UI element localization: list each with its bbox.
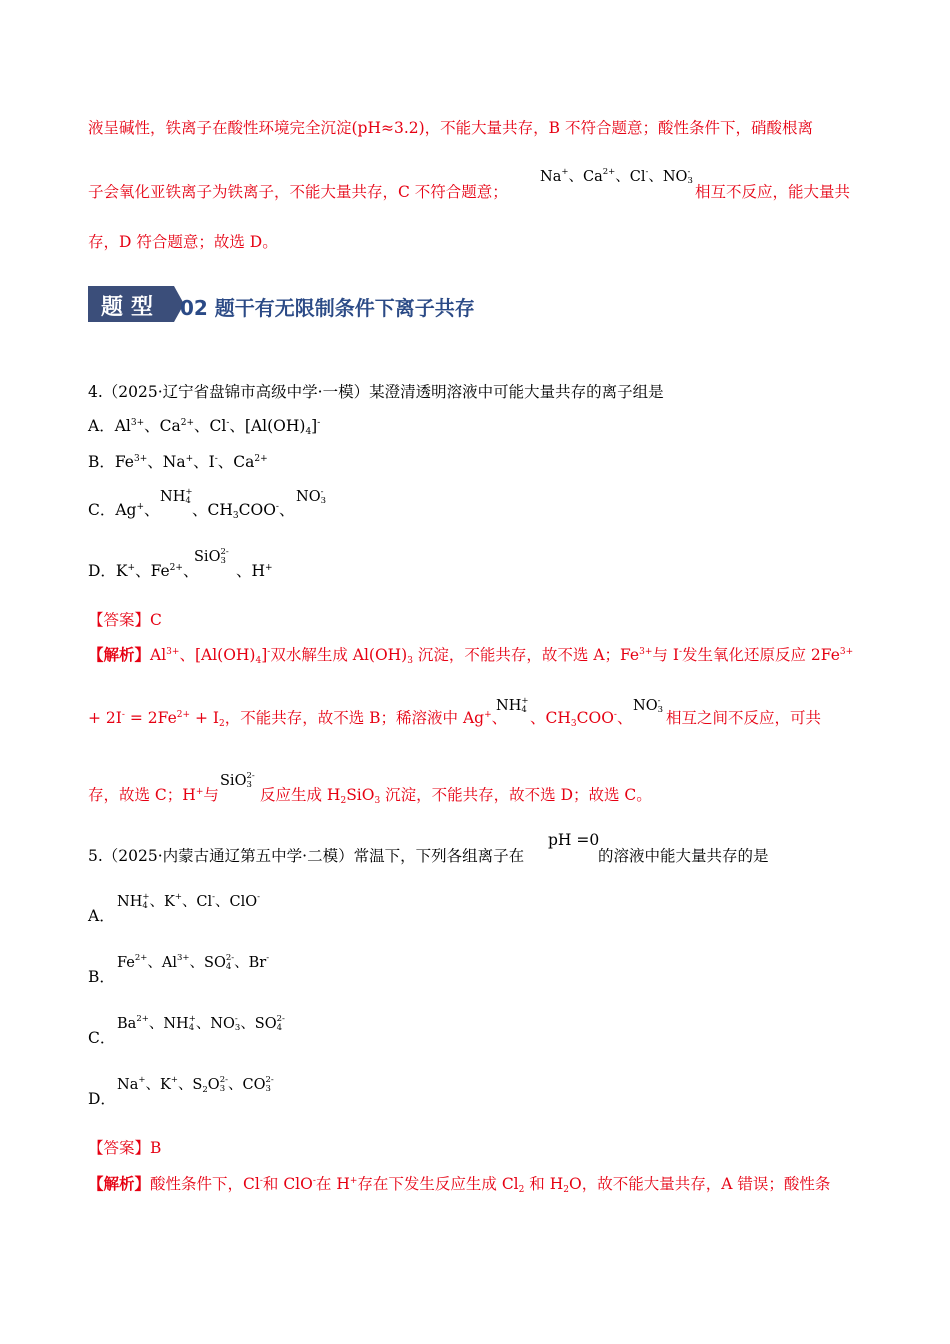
- ion-formula: NH + 4: [160, 487, 193, 506]
- option-c-rest: 、$CH_3COO^-$、: [192, 501, 295, 521]
- analysis-line: 相互之间不反应，可共: [666, 709, 822, 727]
- analysis-line: 液呈碱性，铁离子在酸性环境完全沉淀(pH≈3.2)，不能大量共存，B 不符合题意；酸性条件下，硝酸根离: [88, 119, 813, 137]
- analysis-line: 反应生成 $H_2SiO_3$ 沉淀，不能共存，故不选 D；故选 C。: [260, 786, 652, 806]
- ion-formula: NO - 3: [296, 487, 326, 506]
- section-tag: 题型: [88, 286, 174, 322]
- analysis-line: 【解析】酸性条件下，Cl-和 ClO-在 H+存在下发生反应生成 $Cl_2$ 和 $H_2O$，故不能大量共存，A 错误；酸性条: [88, 1174, 831, 1195]
- question-stem: 4.（2025·辽宁省盘锦市高级中学·一模）某澄清透明溶液中可能大量共存的离子组是: [88, 383, 664, 401]
- option-d-rest: 、H+: [236, 562, 273, 580]
- analysis-line: 存，故选 C；H+与: [88, 786, 219, 804]
- option-b: B．: [88, 968, 115, 986]
- ion-formula-group: $Ba^{2+}$、NH + 4 、NO - 3 、SO 2- 4: [117, 1014, 285, 1033]
- option-a: A．$Al^{3+}$、$Ca^{2+}$、Cl-、$[Al(OH)_4]^-$: [88, 417, 321, 437]
- answer-line: 【答案】C: [88, 611, 162, 629]
- analysis-line: 相互不反应，能大量共: [695, 183, 851, 201]
- analysis-line: + $2I^- = 2Fe^{2+} + I_2$，不能共存，故不选 B；稀溶液中 Ag+、: [88, 709, 508, 729]
- analysis-line: 子会氧化亚铁离子为铁离子，不能大量共存，C 不符合题意；: [88, 183, 508, 201]
- option-c: C．: [88, 1029, 116, 1047]
- ion-formula-group: Na+、$Ca^{2+}$、Cl-、NO - 3: [540, 167, 693, 186]
- ion-formula-group: Na+、K+、$S_2O$ 2- 3 、CO 2- 3: [117, 1075, 274, 1095]
- answer-line: 【答案】B: [88, 1139, 162, 1157]
- analysis-line: 、$CH_3COO^-$、: [530, 709, 633, 729]
- ion-formula-group: NH + 4 、K+、Cl-、ClO-: [117, 892, 261, 911]
- option-a: A．: [88, 907, 115, 925]
- option-b: B．$Fe^{3+}$、Na+、I-、$Ca^{2+}$: [88, 453, 268, 471]
- option-d: D．: [88, 1090, 116, 1108]
- ion-formula: SiO 2- 3: [194, 547, 229, 566]
- ion-formula: NO - 3: [633, 696, 663, 715]
- ion-formula: SiO 2- 3: [220, 771, 255, 790]
- question-stem: 的溶液中能大量共存的是: [598, 847, 769, 865]
- analysis-line: 【解析】$Al^{3+}$、$[Al(OH)_4]^-$双水解生成 $Al(OH)_3$ 沉淀，不能共存，故不选 A；$Fe^{3+}$与 I-发生氧化还原反应 $2Fe^{3+}$: [88, 645, 854, 666]
- ion-formula-group: $Fe^{2+}$、$Al^{3+}$、SO 2- 4 、Br-: [117, 953, 270, 972]
- analysis-line: 存，D 符合题意；故选 D。: [88, 233, 278, 251]
- option-d: D．K+、$Fe^{2+}$、: [88, 562, 199, 580]
- question-stem: 5.（2025·内蒙古通辽第五中学·二模）常温下，下列各组离子在: [88, 847, 525, 865]
- option-c: C．Ag+、: [88, 501, 160, 519]
- section-title: 02 题干有无限制条件下离子共存: [180, 296, 475, 320]
- ion-formula: NH + 4: [496, 696, 529, 715]
- condition-formula: pH =0: [548, 831, 600, 849]
